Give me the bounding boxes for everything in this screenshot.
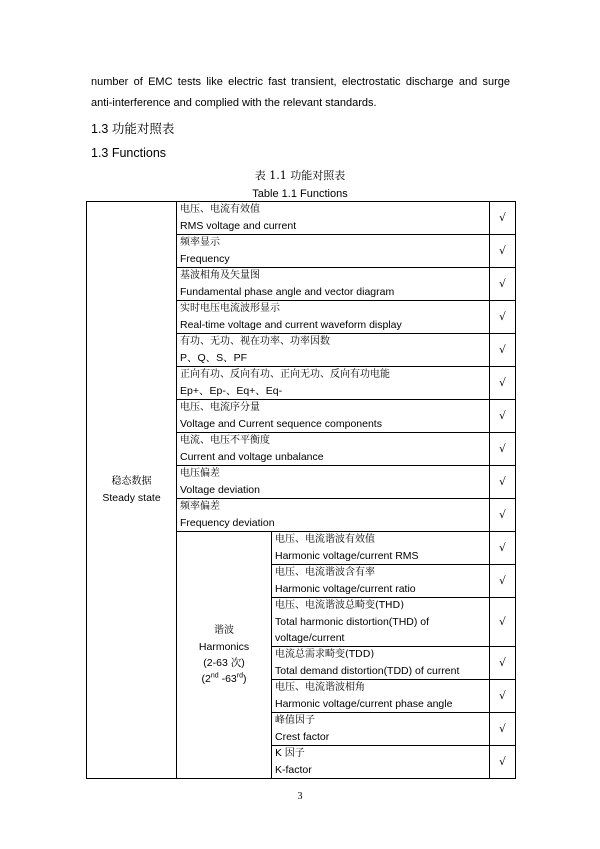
function-en: Ep+、Ep-、Eq+、Eq- [180,385,283,397]
function-cell [272,746,490,779]
function-cell [177,202,490,235]
table-caption-en: Table 1.1 Functions [252,188,348,200]
function-zh: 电压、电流序分量 [180,402,260,413]
function-zh: 基波相角及矢量图 [180,270,260,281]
harmonics-range: (2-63 次) [203,657,245,669]
function-en-cont: voltage/current [275,632,345,644]
harmonics-order-mid: -63 [218,673,237,685]
table-row [87,202,516,235]
function-zh: 电压、电流有效值 [180,204,260,215]
function-cell [177,301,490,334]
function-cell [177,334,490,367]
harmonics-order [180,671,268,687]
function-zh: K 因子 [275,748,305,759]
function-zh: 有功、无功、视在功率、功率因数 [180,336,330,347]
function-zh: 电流、电压不平衡度 [180,435,270,446]
category-en: Steady state [102,492,161,504]
function-cell [272,647,490,680]
check-mark: √ [490,367,516,400]
check-mark: √ [490,466,516,499]
table-caption-zh: 表 1.1 功能对照表 [254,169,346,182]
section-heading-zh: 1.3 功能对照表 [91,122,175,136]
harmonics-order-sup-2: rd [236,672,243,680]
function-cell [177,466,490,499]
function-cell [177,268,490,301]
check-mark: √ [490,713,516,746]
check-mark: √ [490,235,516,268]
functions-table [86,201,516,779]
function-cell [177,433,490,466]
function-zh: 峰值因子 [275,715,315,726]
intro-line-1: number of EMC tests like electric fast transient, electrostatic discharge and surge [91,76,510,88]
category-cell [87,202,177,779]
check-mark: √ [490,400,516,433]
harmonics-order-start: (2 [201,673,211,685]
function-en: Real-time voltage and current waveform display [180,319,402,331]
check-mark: √ [490,334,516,367]
function-zh: 频率显示 [180,237,220,248]
function-cell [272,680,490,713]
function-en: RMS voltage and current [180,220,297,232]
function-en: Crest factor [275,731,330,743]
function-cell [177,400,490,433]
function-zh: 电压、电流谐波相角 [275,682,365,693]
function-en: Fundamental phase angle and vector diagram [180,286,395,298]
function-en: Harmonic voltage/current phase angle [275,698,453,710]
category-zh: 稳态数据 [111,476,152,487]
function-cell [272,532,490,565]
function-en: Total harmonic distortion(THD) of [275,616,430,628]
function-en: Current and voltage unbalance [180,451,324,463]
check-mark: √ [490,647,516,680]
function-zh: 电压偏差 [180,468,220,479]
harmonics-order-sup-1: nd [210,672,219,680]
check-mark: √ [490,268,516,301]
function-en: Voltage deviation [180,484,260,496]
section-heading-en: 1.3 Functions [91,146,167,160]
check-mark: √ [490,433,516,466]
function-en: P、Q、S、PF [180,352,248,364]
check-mark: √ [490,680,516,713]
check-mark: √ [490,598,516,647]
function-en: Total demand distortion(TDD) of current [275,665,460,677]
function-cell [272,565,490,598]
intro-line-2: anti-interference and complied with the relevant standards. [91,97,377,109]
harmonics-cell [177,532,272,779]
check-mark: √ [490,565,516,598]
function-zh: 正向有功、反向有功、正向无功、反向有功电能 [180,369,390,380]
function-zh: 电流总需求畸变(TDD) [275,649,375,660]
function-en: Harmonic voltage/current RMS [275,550,419,562]
function-zh: 频率偏差 [180,501,220,512]
check-mark: √ [490,202,516,235]
function-en: Voltage and Current sequence components [180,418,382,430]
check-mark: √ [490,532,516,565]
harmonics-zh: 谐波 [214,625,234,636]
function-en: K-factor [275,764,312,776]
check-mark: √ [490,301,516,334]
function-cell [272,598,490,647]
harmonics-en: Harmonics [198,641,250,653]
function-cell [177,367,490,400]
function-en: Frequency deviation [180,517,275,529]
function-en: Harmonic voltage/current ratio [275,583,416,595]
function-zh: 电压、电流谐波总畸变(THD) [275,600,405,611]
function-en: Frequency [180,253,230,265]
function-cell [177,235,490,268]
check-mark: √ [490,746,516,779]
function-zh: 电压、电流谐波含有率 [275,567,375,578]
function-cell [177,499,490,532]
page-number: 3 [297,791,303,802]
harmonics-order-end: ) [242,673,247,685]
check-mark: √ [490,499,516,532]
function-cell [272,713,490,746]
function-zh: 电压、电流谐波有效值 [275,534,375,545]
function-zh: 实时电压电流波形显示 [180,303,280,314]
